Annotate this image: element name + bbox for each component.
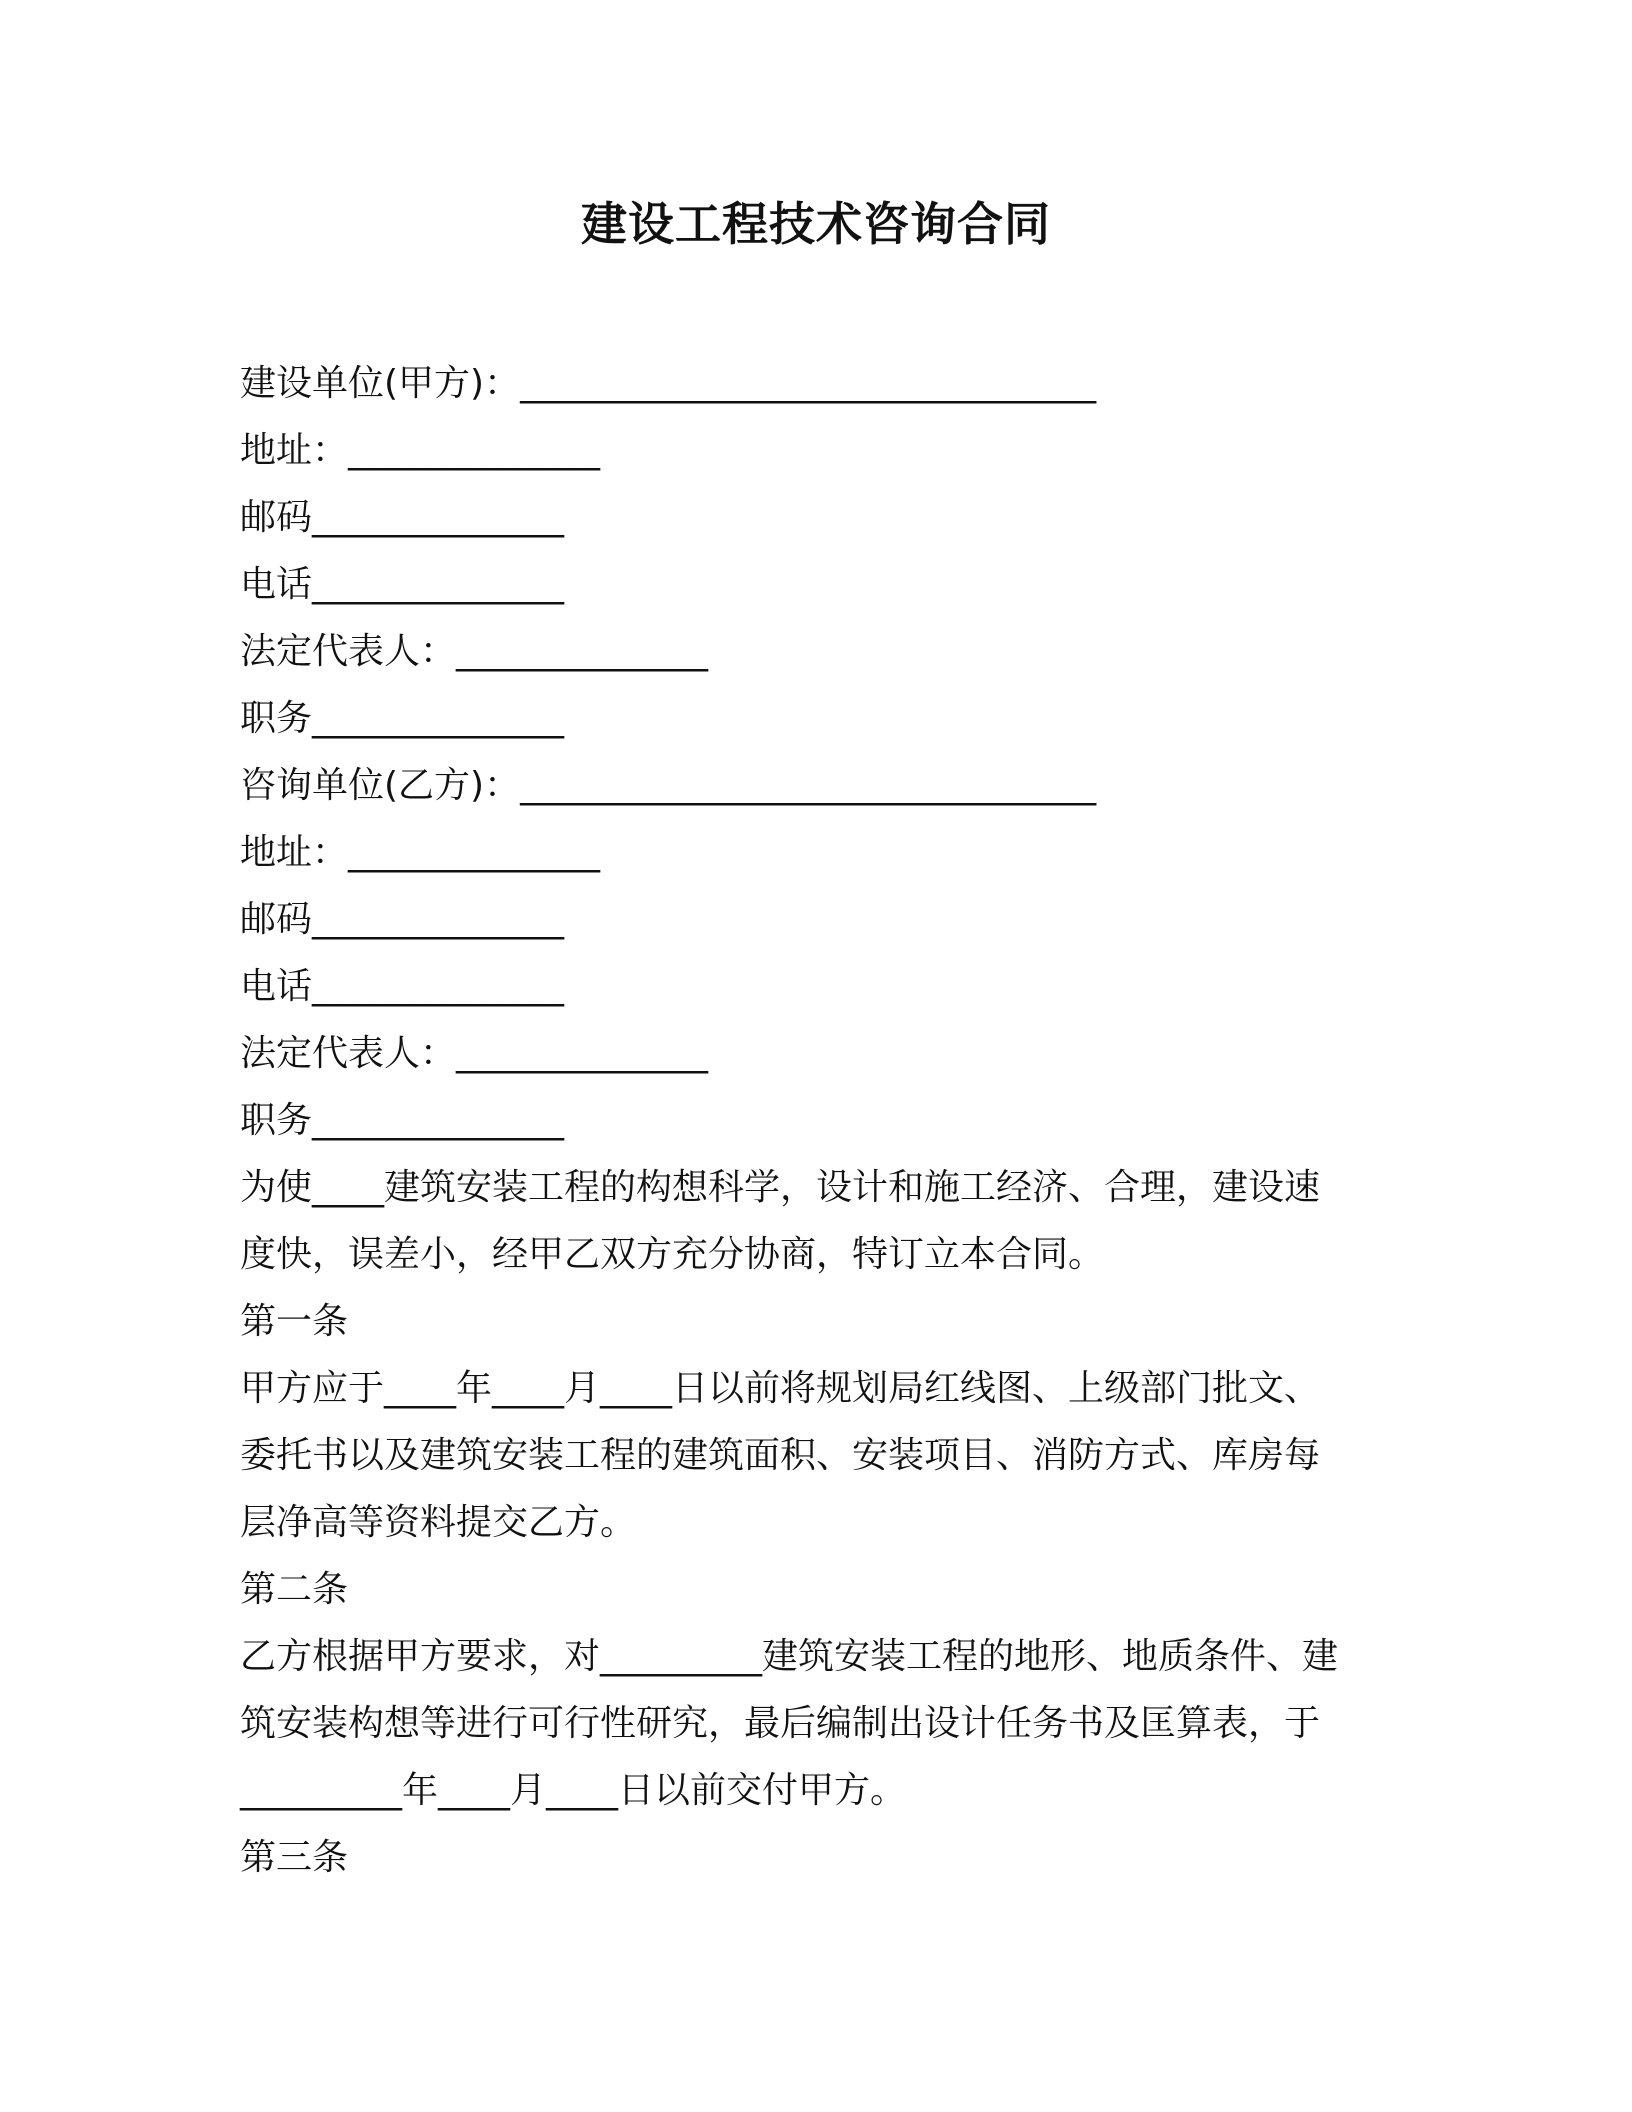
- document-body: [240, 350, 1390, 1891]
- party-b-postcode-line: 邮码______________: [240, 899, 565, 940]
- party-b-name-line: 咨询单位(乙方)：________________________________: [240, 765, 1097, 806]
- party-a-address-line: 地址：______________: [240, 430, 601, 471]
- party-a-legal-rep-line: 法定代表人：______________: [240, 631, 709, 672]
- article-2-line-1: 乙方根据甲方要求，对_________建筑安装工程的地形、地质条件、建: [240, 1636, 1339, 1677]
- party-a-phone-line: 电话______________: [240, 564, 565, 605]
- party-a-position-line: 职务______________: [240, 698, 565, 739]
- article-1-line-1: 甲方应于____年____月____日以前将规划局红线图、上级部门批文、: [240, 1368, 1321, 1409]
- party-a-name-line: 建设单位(甲方)：________________________________: [240, 363, 1097, 404]
- party-b-phone-line: 电话______________: [240, 966, 565, 1007]
- article-2-heading: 第二条: [240, 1569, 349, 1610]
- party-b-address-line: 地址：______________: [240, 832, 601, 873]
- article-3-heading: 第三条: [240, 1837, 349, 1878]
- party-a-postcode-line: 邮码______________: [240, 497, 565, 538]
- article-2-line-3: _________年____月____日以前交付甲方。: [240, 1770, 907, 1811]
- article-1-line-2: 委托书以及建筑安装工程的建筑面积、安装项目、消防方式、库房每: [240, 1435, 1321, 1476]
- article-1-heading: 第一条: [240, 1301, 349, 1342]
- party-b-position-line: 职务______________: [240, 1100, 565, 1141]
- document-title: 建设工程技术咨询合同: [581, 197, 1051, 251]
- article-2-line-2: 筑安装构想等进行可行性研究，最后编制出设计任务书及匡算表，于: [240, 1703, 1321, 1744]
- party-b-legal-rep-line: 法定代表人：______________: [240, 1033, 709, 1074]
- article-1-line-3: 层净高等资料提交乙方。: [240, 1502, 637, 1543]
- preamble-line-2: 度快，误差小，经甲乙双方充分协商，特订立本合同。: [240, 1234, 1105, 1275]
- preamble-line-1: 为使____建筑安装工程的构想科学，设计和施工经济、合理，建设速: [240, 1167, 1321, 1208]
